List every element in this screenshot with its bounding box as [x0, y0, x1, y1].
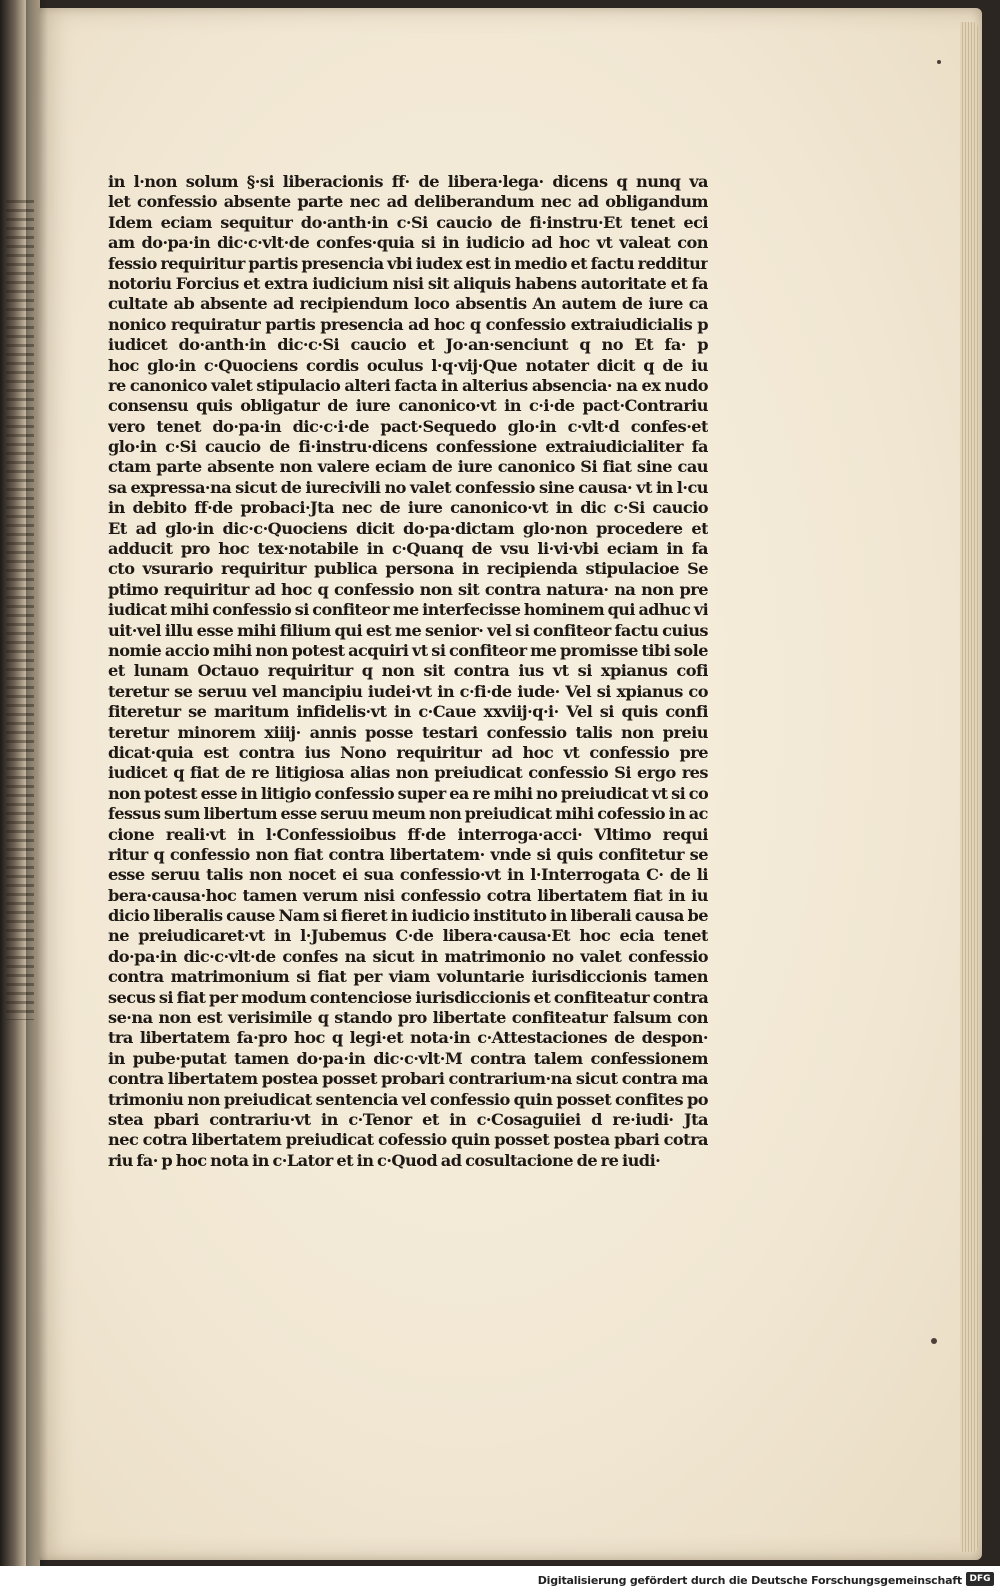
text-line: hoc glo·in c·Quociens cordis oculus l·q·vij·Que notater dicit q de iu [108, 355, 708, 375]
text-line: ritur q confessio non fiat contra libertatem· vnde si quis confitetur se [108, 844, 708, 864]
text-line: iudicat mihi confessio si confiteor me interfecisse hominem qui adhuc vi [108, 600, 708, 620]
digitization-footer [0, 1566, 1000, 1593]
text-line: nec cotra libertatem preiudicat cofessio quin posset postea pbari cotra [108, 1130, 708, 1150]
text-line: et lunam Octauo requiritur q non sit contra ius vt si xpianus cofi [108, 661, 708, 681]
text-line: dicio liberalis cause Nam si fieret in iudicio instituto in liberali causa be [108, 906, 708, 926]
text-line: uit·vel illu esse mihi filium qui est me senior· vel si confiteor factu cuius [108, 620, 708, 640]
text-line: do·pa·in dic·c·vlt·de confes na sicut in matrimonio no valet confessio [108, 946, 708, 966]
dfg-logo: DFG [966, 1572, 994, 1586]
text-line: re canonico valet stipulacio alteri facta in alterius absencia· na ex nudo [108, 375, 708, 395]
text-line: ctam parte absente non valere eciam de iure canonico Si fiat sine cau [108, 457, 708, 477]
body-text [108, 172, 708, 1171]
text-line: esse seruu talis non nocet ei sua confessio·vt in l·Interrogata C· de li [108, 865, 708, 885]
text-line: fessus sum libertum esse seruu meum non preiudicat mihi cofessio in ac [108, 804, 708, 824]
text-line: in l·non solum §·si liberacionis ff· de libera·lega· dicens q nunq va [108, 172, 708, 191]
text-line: riu fa· p hoc nota in c·Lator et in c·Quod ad cosultacione de re iudi· [108, 1150, 661, 1170]
text-line: iudicet q fiat de re litigiosa alias non preiudicat confessio Si ergo res [108, 763, 708, 783]
text-line: Et ad glo·in dic·c·Quociens dicit do·pa·dictam glo·non procedere et [108, 518, 708, 538]
text-line: contra libertatem postea posset probari contrarium·na sicut contra ma [108, 1069, 708, 1089]
text-line: cione reali·vt in l·Confessioibus ff·de interroga·acci· Vltimo requi [108, 824, 708, 844]
text-line: nonico requiratur partis presencia ad hoc q confessio extraiudicialis p [108, 314, 708, 334]
text-line: tra libertatem fa·pro hoc q legi·et nota·in c·Attestaciones de despon· [108, 1028, 708, 1048]
text-line: cultate ab absente ad recipiendum loco absentis An autem de iure ca [108, 294, 708, 314]
text-line: let confessio absente parte nec ad deliberandum nec ad obligandum [108, 192, 708, 212]
text-line: Idem eciam sequitur do·anth·in c·Si caucio de fi·instru·Et tenet eci [108, 212, 708, 232]
text-line: stea pbari contrariu·vt in c·Tenor et in c·Cosaguiiei d re·iudi· Jta [108, 1109, 708, 1129]
book-gutter-shadow [26, 0, 48, 1566]
text-line: adducit pro hoc tex·notabile in c·Quanq de vsu li·vi·vbi eciam in fa [108, 539, 708, 559]
text-line: vero tenet do·pa·in dic·c·i·de pact·Sequedo glo·in c·vlt·d confes·et [108, 416, 708, 436]
text-line: am do·pa·in dic·c·vlt·de confes·quia si in iudicio ad hoc vt valeat con [108, 233, 708, 253]
text-line: ptimo requiritur ad hoc q confessio non sit contra natura· na non pre [108, 579, 708, 599]
text-line: bera·causa·hoc tamen verum nisi confessio cotra libertatem fiat in iu [108, 885, 708, 905]
text-line: dicat·quia est contra ius Nono requiritur ad hoc vt confessio pre [108, 742, 708, 762]
text-line: sa expressa·na sicut de iurecivili no valet confessio sine causa· vt in l·cu [108, 477, 708, 497]
text-line: fiteretur se maritum infidelis·vt in c·Caue xxviij·q·i· Vel si quis confi [108, 702, 708, 722]
text-line: trimoniu non preiudicat sentencia vel confessio quin posset confites po [108, 1089, 708, 1109]
text-line: notoriu Forcius et extra iudicium nisi sit aliquis habens autoritate et fa [108, 273, 708, 293]
text-line: secus si fiat per modum contenciose iurisdiccionis et confiteatur contra [108, 987, 709, 1007]
page-fore-edge [960, 22, 978, 1552]
text-line: glo·in c·Si caucio de fi·instru·dicens confessione extraiudicialiter fa [108, 437, 708, 457]
text-line: ne preiudicaret·vt in l·Jubemus C·de libera·causa·Et hoc ecia tenet [108, 926, 708, 946]
text-line: teretur se seruu vel mancipiu iudei·vt in c·fi·de iude· Vel si xpianus co [108, 681, 708, 701]
text-line: non potest esse in litigio confessio super ea re mihi no preiudicat vt si co [108, 783, 708, 803]
funding-credit: Digitalisierung gefördert durch die Deutsche Forschungsgemeinschaft [537, 1574, 962, 1587]
ink-spot-bottom [931, 1338, 937, 1344]
text-line: se·na non est verisimile q stando pro libertate confiteatur falsum con [108, 1008, 708, 1028]
text-line: fessio requiritur partis presencia vbi iudex est in medio et factu redditur [108, 253, 708, 273]
text-line: in debito ff·de probaci·Jta nec de iure canonico·vt in dic c·Si caucio [108, 498, 708, 518]
text-line: consensu quis obligatur de iure canonico·vt in c·i·de pact·Contrariu [108, 396, 708, 416]
text-line: iudicet do·anth·in dic·c·Si caucio et Jo·an·senciunt q no Et fa· p [108, 335, 708, 355]
text-line: teretur minorem xiiij· annis posse testari confessio talis non preiu [108, 722, 708, 742]
ink-spot-top [937, 60, 941, 64]
text-line: cto vsurario requiritur publica persona in recipienda stipulacioe Se [108, 559, 708, 579]
text-line: contra matrimonium si fiat per viam voluntarie iurisdiccionis tamen [108, 967, 708, 987]
text-line: in pube·putat tamen do·pa·in dic·c·vlt·M contra talem confessionem [108, 1048, 708, 1068]
text-line: nomie accio mihi non potest acquiri vt si confiteor me promisse tibi sole [108, 640, 708, 660]
